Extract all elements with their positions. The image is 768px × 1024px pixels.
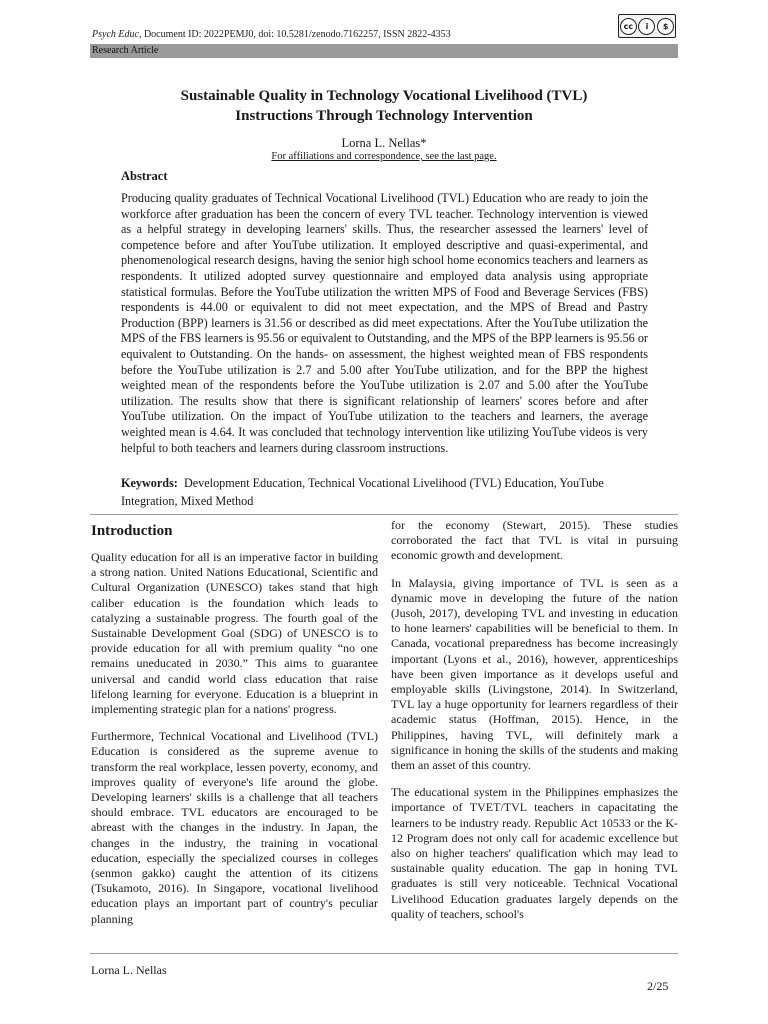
title-line-2: Instructions Through Technology Intervention [235,108,533,124]
introduction-heading: Introduction [91,523,173,539]
paragraph: Furthermore, Technical Vocational and Livelihood (TVL) Education is considered as the supreme avenue to transform the real workplace, lessen poverty, economy, and improves quality of everyone's life around the globe. Developing learners' skills is a challenge that all teachers should embrace. TVL educators are encouraged to be abreast with the changes in the industry. In Japan, the changes in the industry, the training in vocational education, especially the specialized courses in colleges (senmon gakko) caught the attention of its citizens (Tsukamoto, 2016). In Singapore, vocational livelihood education plays an important part of country's peculiar planning [91,729,378,926]
abstract-heading: Abstract [121,169,168,183]
by-icon: i [638,18,655,35]
paragraph: In Malaysia, giving importance of TVL is seen as a dynamic move in developing the future of the nation (Jusoh, 2017), developing TVL and investing in education to hone learners' capabilities will be beneficial to them. In Canada, vocational preparedness has become increasingly important (Lyons et al., 2016), however, apprenticeships have been given importance as it develops useful and employable skills (Livingstone, 2014). In Switzerland, TVL lay a huge opportunity for learners regardless of their academic status (Hoffman, 2015). Hence, in the Philippines, having TVL, will definitely mark a significance in honing the skills of the students and making them an asset of this country. [391,575,678,773]
keywords-label: Keywords: [121,476,178,490]
nc-icon: $ [657,18,674,35]
footer-author: Lorna L. Nellas [91,963,167,977]
keywords [121,475,648,510]
paragraph: for the economy (Stewart, 2015). These studies corroborated the fact that TVL is vital in pursuing economic growth and development. [391,518,678,563]
cc-by-nc-icon [618,14,676,38]
paragraph: Quality education for all is an imperative factor in building a strong nation. United Nations Educational, Scientific and Cultural Organization (UNESCO) takes stand that high caliber education is the foundation which leads to catalyzing a sustainable progress. The fourth goal of the Sustainable Development Goal (SDG) of UNESCO is to provide education for all with premium quality “no one remains uneducated in 2030.” This aims to guarantee universal and candid world class education that raise lifelong learning for everyone. Education is a blueprint in implementing strategic plan for a nations' progress. [91,550,378,717]
paper-title [90,86,678,126]
keywords-text: Development Education, Technical Vocational Livelihood (TVL) Education, YouTube Integration, Mixed Method [121,476,604,508]
paragraph: The educational system in the Philippines emphasizes the importance of TVET/TVL teachers in capacitating the learners to be industry ready. Republic Act 10533 or the K-12 Program does not only call for academic excellence but also on higher teachers' qualification which may lead to sustainable quality education. The gap in honing TVL graduates is still very noticeable. Technical Vocational Livelihood Education graduates largely depends on the quality of teachers, school's [391,785,678,921]
right-column [391,518,678,934]
article-type-bar: Research Article [90,44,678,58]
page-number: 2/25 [647,979,669,993]
cc-icon: cc [620,18,637,35]
footer-divider [90,953,678,954]
title-line-1: Sustainable Quality in Technology Vocational Livelihood (TVL) [180,88,588,104]
left-column [91,518,378,939]
journal-citation [92,29,451,40]
author-name: Lorna L. Nellas* [341,136,427,150]
section-divider [90,514,678,515]
journal-name: Psych Educ [92,29,139,40]
citation-text: , Document ID: 2022PEMJ0, doi: 10.5281/zenodo.7162257, ISSN 2822-4353 [138,29,451,40]
abstract-body: Producing quality graduates of Technical Vocational Livelihood (TVL) Education who are ready to join the workforce after graduation has been the concern of every TVL teacher. Technology intervention is viewed as a helpful strategy in developing learners' skills. Thus, the researcher assessed the learners' level of competence before and after YouTube utilization. It employed descriptive and quasi-experimental, and phenomenological research designs, having the senior high school home economics teachers and learners as respondents. It utilized adopted survey questionnaire and employed data analysis using appropriate statistical formulas. Before the YouTube utilization the written MPS of Food and Beverage Services (FBS) respondents is 44.00 or equivalent to did not meet expectation, and the MPS of Bread and Pastry Production (BPP) learners is 31.56 or described as did meet expectations. After the YouTube utilization the MPS of the FBS learners is 95.56 or equivalent to Outstanding, and the MPS of the BPP learners is 95.56 or equivalent to Outstanding. On the hands- on assessment, the highest weighted mean of FBS respondents before the YouTube utilization is 2.7 and 5.00 after YouTube utilization, and for the BPP the highest weighted mean of the respondents before the YouTube utilization is 2.07 and 5.00 after the YouTube utilization. The results show that there is significant relationship of learners' scores before and after YouTube utilization. On the impact of YouTube utilization to the teachers and learners, the average weighted mean is 4.64. It was concluded that technology intervention like utilizing YouTube videos is very helpful to both teachers and learners during classroom instructions. [121,191,648,455]
affiliation-link[interactable]: For affiliations and correspondence, see the last page. [271,151,497,162]
